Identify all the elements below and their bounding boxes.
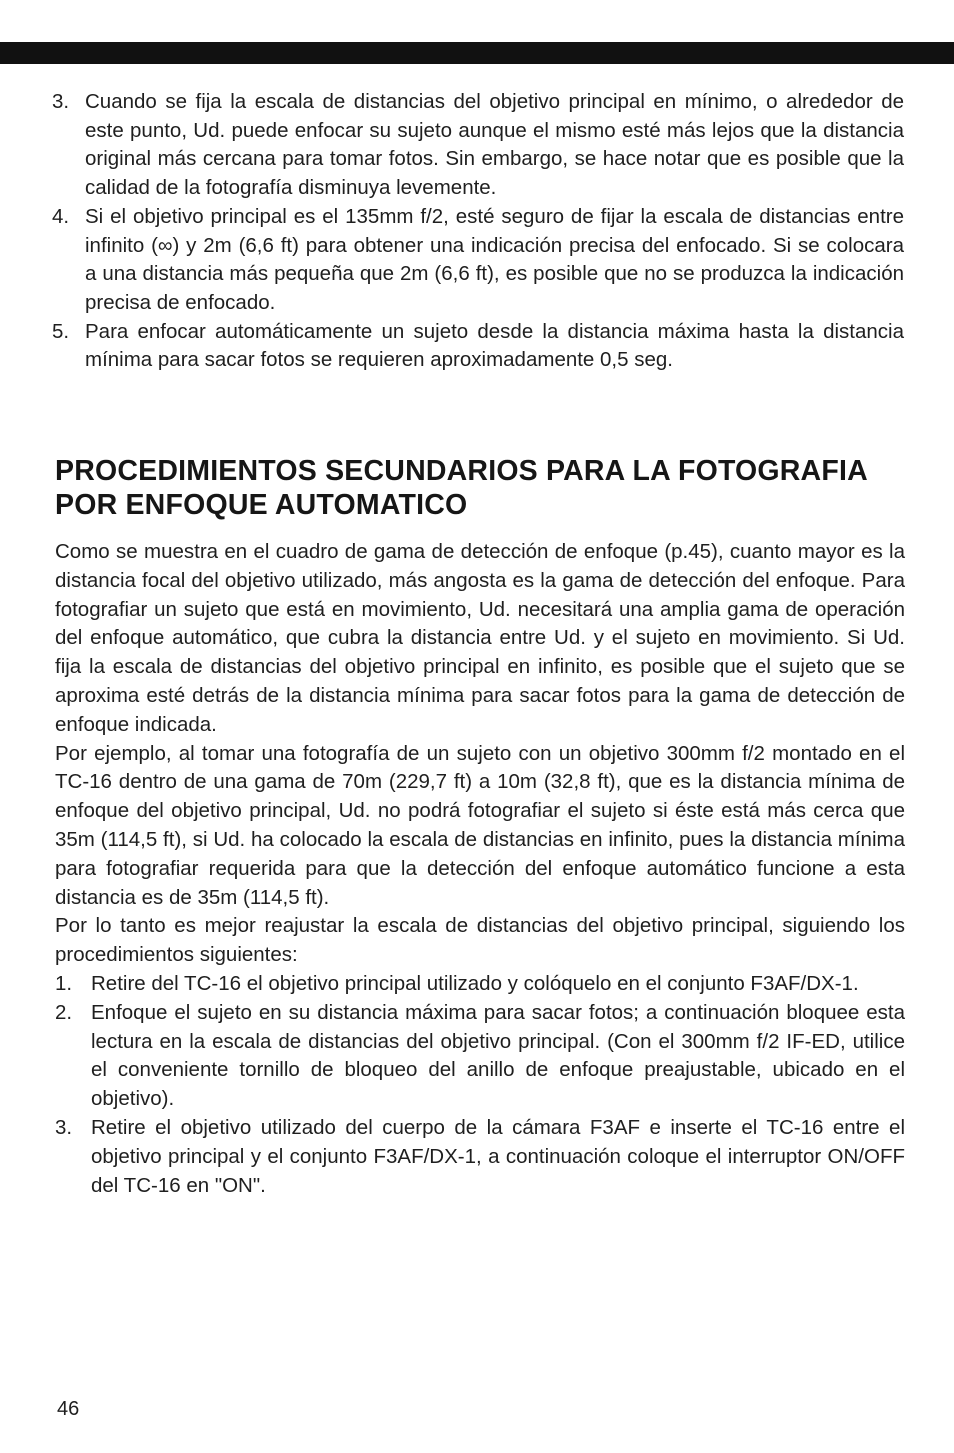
list-item [52, 203, 904, 318]
list-item-number: 4. [52, 204, 70, 228]
list-item [55, 999, 905, 1114]
list-item-number: 3. [52, 90, 70, 113]
list-item-number: 3. [55, 1115, 73, 1139]
section-body [55, 538, 905, 1200]
list-item [55, 1114, 905, 1200]
list-item-number: 5. [52, 319, 70, 343]
list-item-text: Si el objetivo principal es el 135mm f/2, esté seguro de fijar la escala de distancias entre infinito (∞) y 2m (6,6 ft) para obtener una indicación precisa del enfocado. Si se colocara a una distancia más pequeña que 2m (6,6 ft), es posible que no se produzca la indicación precisa de enfocado. [85, 204, 904, 314]
section-heading: PROCEDIMIENTOS SECUNDARIOS PARA LA FOTOGRAFIA POR ENFOQUE AUTOMATICO [55, 455, 867, 521]
list-item-text: Para enfocar automáticamente un sujeto desde la distancia máxima hasta la distancia mínima para sacar fotos se requieren aproximadamente 0,5 seg. [85, 319, 904, 372]
body-paragraph: Por ejemplo, al tomar una fotografía de un sujeto con un objetivo 300mm f/2 montado en el TC-16 dentro de una gama de 70m (229,7 ft) a 10m (32,8 ft), que es la distancia mínima de enfoque del objetivo principal, Ud. no podrá fotografiar el sujeto si éste está más cerca que 35m (114,5 ft), si Ud. ha colocado la escala de distancias en infinito, pues la distancia mínima para fotografiar requerida para que la detección del enfoque automático funcione a esta distancia es de 35m (114,5 ft). [55, 741, 905, 909]
list-item-text: Enfoque el sujeto en su distancia máxima para sacar fotos; a continuación bloquee esta lectura en la escala de distancias del objetivo principal. (Con el 300mm f/2 IF-ED, utilice el conveniente tornillo de bloqueo del anillo de enfoque preajustable, ubicado en el objetivo). [91, 1000, 905, 1111]
list-item [52, 318, 904, 375]
list-item [55, 970, 905, 999]
list-item-number: 2. [55, 1000, 73, 1024]
list-item-number: 1. [55, 971, 73, 995]
list-item-text: Retire del TC-16 el objetivo principal utilizado y colóquelo en el conjunto F3AF/DX-1. [91, 971, 859, 995]
list-item [52, 88, 904, 203]
procedure-steps-list [55, 970, 905, 1200]
list-item-text: Cuando se fija la escala de distancias del objetivo principal en mínimo, o alrededor de este punto, Ud. puede enfocar su sujeto aunque el mismo esté más lejos que la distancia original más cercana para tomar fotos. Sin embargo, se hace notar que es posible que la calidad de la fotografía disminuya levemente. [85, 90, 904, 200]
list-item-text: Retire el objetivo utilizado del cuerpo de la cámara F3AF e inserte el TC-16 entre el objetivo principal y el conjunto F3AF/DX-1, a continuación coloque el interruptor ON/OFF del TC-16 en "ON". [91, 1115, 905, 1197]
top-border-bar [0, 42, 954, 64]
body-paragraph: Como se muestra en el cuadro de gama de detección de enfoque (p.45), cuanto mayor es la distancia focal del objetivo utilizado, más angosta es la gama de detección del enfoque. Para fotografiar un sujeto que está en movimiento, Ud. necesitará una amplia gama de operación del enfoque automático, que cubra la distancia entre Ud. y el sujeto en movimiento. Si Ud. fija la escala de distancias del objetivo principal en infinito, es posible que el sujeto que se aproxima esté detrás de la distancia mínima para sacar fotos para la gama de detección de enfoque indicada. [55, 540, 905, 736]
top-numbered-list [52, 88, 904, 375]
page-number: 46 [57, 1398, 80, 1420]
body-paragraph: Por lo tanto es mejor reajustar la escala de distancias del objetivo principal, siguiendo los procedimientos siguientes: [55, 914, 905, 967]
